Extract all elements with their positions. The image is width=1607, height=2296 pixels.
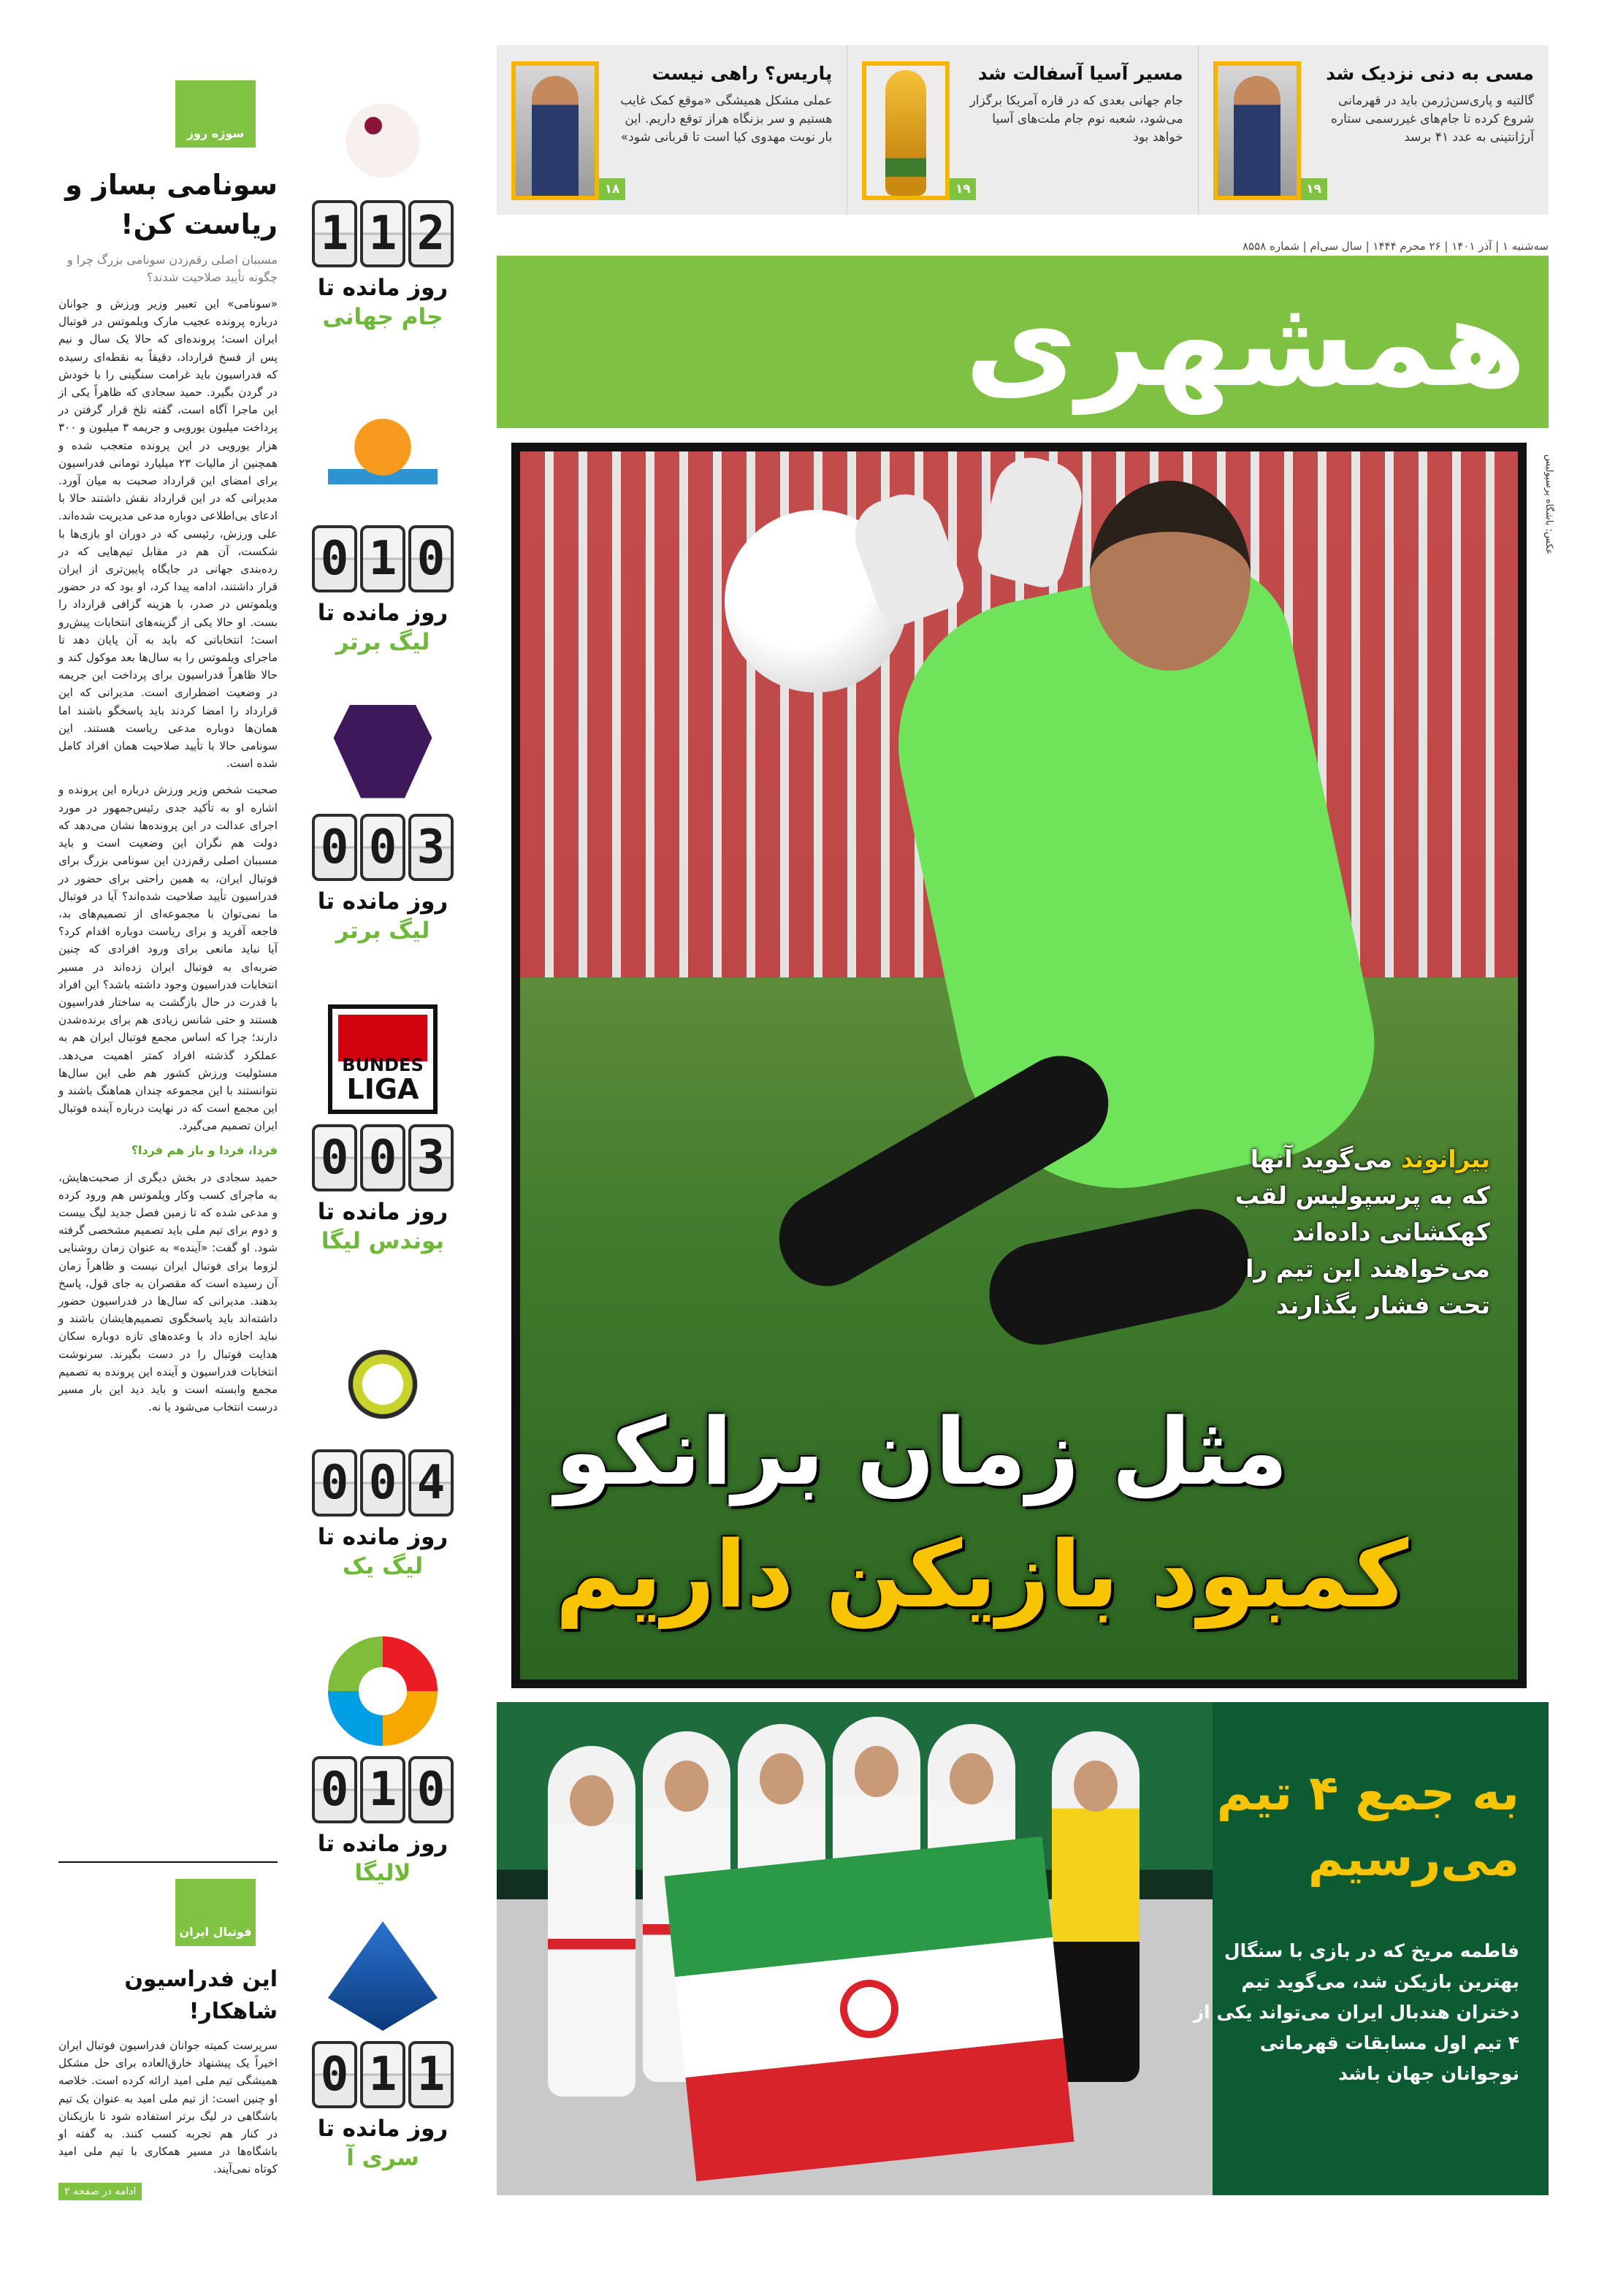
article-body: سرپرست کمیته جوانان فدراسیون فوتبال ایران اخیراً یک پیشنهاد خارق‌العاده برای حل مشکل همیشگی تیم ملی امید ارائه کرده است. خلاصه او چنین است: از تیم ملی امید به عنوان یک تیم باشگاهی در لیگ برتر استفاده شود تا بازیکنان در کنار هم تجربه کسب کنند. به گفته او باشگاه‌ها در مسیر همکاری با تیم ملی امید کوتاه نمی‌آیند. [58, 2039, 278, 2176]
countdown-league: سری آ [346, 2145, 419, 2171]
coach-figure-icon [532, 76, 579, 196]
sub-story-text: فاطمه مریخ که در بازی با سنگال بهترین بازیکن شد، می‌گوید تیم دختران هندبال ایران می‌تواند یکی از ۴ تیم اول مسابقات قهرمانی نوجوانان جهان باشد [1193, 1940, 1519, 2084]
iran-flag-icon [664, 1837, 1074, 2181]
player-figure [548, 1746, 635, 2097]
countdown-digits [307, 1449, 459, 1517]
article-tsunami[interactable] [58, 80, 278, 1416]
digit: 0 [312, 814, 357, 881]
digit: 1 [360, 1756, 405, 1823]
teaser-photo [862, 61, 950, 200]
article-body: «سونامی» این تعبیر وزیر ورزش و جوانان درباره پرونده عجیب مارک ویلموتس در فوتبال ایران است؛ پرونده‌ای که حالا یک سال و نیم پس از فسخ قرارداد، دقیقاً به نقطه‌ای رسیده که فدراسیون باید غرامت سنگینی را با خودش در گردن بگیرد. حمید سجادی که ظاهراً یکی از این ماجرا آگاه است، گفته تلخ قرار گرفتن در پرداخت میلیون یورویی و جریمه ۳ میلیون و ۳۰۰ هزار یورویی در این پرونده متعجب شده و همچنین از مالیات ۲۳ میلیارد تومانی فدراسیون برای امضای این قرارداد صحبت به میان آورد. مدیرانی که در این قرارداد نقش داشتند حالا با ادعای بی‌اطلاعی دوباره مدعی مدیریت شده‌اند. علی ورزش، رئیسی که در دوران او بازی‌ها با شکست، آن هم در مقابل تیم‌هایی که در رده‌بندی جهانی در جایگاه پایین‌تری از ایران قرار داشتند، ادامه پیدا کرد، او بود که در حضور ویلموتس در صدر، با هزینه گزافی قرارداد را بست. او حالا یکی از گزینه‌های انتخابات پیش‌رو است؛ انتخاباتی که باید به آن پایان دهد تا ماجرای ویلموتس را به سال‌ها بعد موکول کند و حالا ظاهراً فدراسیون برای پرداخت این جریمه در وضعیت اضطراری است. مدیرانی که این قرارداد را امضا کردند باید پاسخگو باشند اما همان‌ها دوباره مدعی ریاست هستند. این سونامی حالا با تأیید صلاحیت همان افراد کامل شده است. [58, 297, 278, 771]
countdown-label: روز مانده تا [317, 1524, 448, 1550]
digit: 4 [408, 1449, 454, 1517]
hero-story[interactable] [497, 428, 1554, 1688]
countdown-label: روز مانده تا [317, 275, 448, 301]
countdown-serie-a [307, 1921, 459, 2173]
countdown-league: بوندس لیگا [321, 1228, 445, 1254]
teaser-text: عملی مشکل همیشگی «موقع کمک غایب هستیم و سر بزنگاه هراز توقع داریم. این بار نوبت مهدوی کیا است تا قربانی شود» [620, 94, 833, 145]
countdown-digits [307, 1756, 459, 1823]
teaser-title: مسیر آسیا آسفالت شد [977, 63, 1183, 84]
digit: 1 [408, 2041, 454, 2108]
countdown-label: روز مانده تا [317, 1199, 448, 1225]
teaser-text: گالتیه و پاری‌سن‌ژرمن باید در قهرمانی شروع کرده تا جام‌های غیررسمی ستاره آرژانتینی به عدد ۴۱ برسد [1330, 94, 1534, 145]
premier-league-lion-icon [328, 694, 438, 804]
countdown-digits [307, 2041, 459, 2108]
player-face [1074, 1761, 1118, 1812]
deck-line: می‌خواهند این تیم را [1245, 1254, 1490, 1283]
divider [58, 1861, 278, 1863]
digit: 0 [360, 1449, 405, 1517]
countdown-league: جام جهانی [322, 304, 443, 330]
countdown-world-cup [307, 80, 459, 332]
section-tag: فوتبال ایران [175, 1879, 256, 1946]
team-photo [497, 1702, 1213, 2195]
keeper-figure [1052, 1731, 1140, 2082]
player-face [760, 1753, 804, 1804]
article-title: این فدراسیون شاهکار! [124, 1967, 278, 2024]
countdown-league: لیگ یک [342, 1553, 424, 1579]
digit: 0 [312, 2041, 357, 2108]
brand-name-a: همشهری [964, 271, 1527, 414]
player-face [665, 1761, 709, 1812]
countdown-label: روز مانده تا [317, 888, 448, 915]
digit: 1 [360, 200, 405, 267]
teaser-photo [1213, 61, 1301, 200]
countdown-league: لیگ برتر [335, 629, 430, 655]
deck-line-text: می‌گوید آنها [1250, 1145, 1393, 1173]
continue-link[interactable]: ادامه در صفحه ۲ [58, 2183, 142, 2200]
player-face [570, 1775, 614, 1826]
digit: 3 [408, 814, 454, 881]
bundesliga-wordmark [332, 1056, 433, 1104]
countdown-label: روز مانده تا [317, 1831, 448, 1857]
ligue1-icon [328, 1330, 438, 1439]
goalkeeper-head [1090, 481, 1251, 671]
deck-line: که به پرسپولیس لقب [1234, 1181, 1490, 1210]
player-face [855, 1746, 898, 1797]
teaser-body [1313, 61, 1534, 202]
countdown-label: روز مانده تا [317, 600, 448, 626]
teaser-strip [497, 45, 1549, 215]
article-intertitle: فردا، فردا و باز هم فردا؟ [131, 1143, 278, 1157]
wordmark-line: BUNDES [342, 1055, 424, 1075]
deck-line: تحت فشار بگذارند [1275, 1291, 1490, 1319]
page-badge: ۱۹ [950, 178, 976, 200]
persian-gulf-league-icon [328, 405, 438, 515]
flag-emblem-icon [837, 1977, 901, 2041]
teaser-title: مسی به دنی نزدیک شد [1326, 63, 1534, 84]
countdown-digits [307, 200, 459, 267]
issue-dateline: سه‌شنبه ۱ | آذر ۱۴۰۱ | ۲۶ محرم ۱۴۴۴ | سال سی‌ام | شماره ۸۵۵۸ [1242, 240, 1549, 253]
digit: 2 [408, 200, 454, 267]
article-subtitle: مسببان اصلی رقم‌زدن سونامی بزرگ چرا و چگونه تأیید صلاحیت شدند؟ [66, 253, 278, 284]
hero-deck [1213, 1141, 1490, 1324]
digit: 0 [408, 525, 454, 592]
countdown-persian-gulf [307, 405, 459, 657]
teaser-text: جام جهانی بعدی که در قاره آمریکا برگزار می‌شود، شعبه نوم جام ملت‌های آسیا خواهد بود [969, 94, 1183, 145]
bundesliga-icon [328, 1004, 438, 1114]
player-figure-icon [1234, 76, 1280, 196]
wordmark-line: LIGA [346, 1073, 419, 1105]
countdown-premier-league [307, 694, 459, 945]
digit: 0 [312, 525, 357, 592]
digit: 0 [360, 814, 405, 881]
countdown-digits [307, 525, 459, 592]
countdown-league: لیگ برتر [335, 918, 430, 944]
countdown-league: لالیگا [354, 1860, 411, 1886]
digit: 0 [312, 1449, 357, 1517]
teaser-asia[interactable] [847, 45, 1197, 215]
masthead [497, 256, 1549, 428]
serie-a-icon [328, 1921, 438, 2031]
sub-story-title [1213, 1761, 1519, 1892]
teaser-title: پاریس؟ راهی نیست [652, 63, 833, 84]
page-badge: ۱۹ [1301, 178, 1327, 200]
digit: 0 [312, 1756, 357, 1823]
countdown-label: روز مانده تا [317, 2116, 448, 2142]
teaser-messi[interactable] [1198, 45, 1549, 215]
article-body: حمید سجادی در بخش دیگری از صحبت‌هایش، به ماجرای کسب وکار ویلموتس هم ورود کرده و مدعی شده که تا زمین فصل جدید لیگ بیست و دوم برای تیم ملی باید تصمیم مشخصی گرفته شود. او گفت: «آینده» به عنوان زمان روشنایی لزوما برای فوتبال ایران نیست و ظاهراً زمان آن رسیده است که مقصران به جای قول، پاسخ بدهند. مدیرانی که سال‌ها در فدراسیون حضور داشته‌اند باید پاسخگوی تصمیم‌هایشان باشند و نباید اجازه داد با وعده‌های تازه دوباره سکان هدایت فوتبال را در دست بگیرند. سرنوشت انتخابات فدراسیون و آینده این پرونده به تصمیم مجمع وابسته است و باید دید این بار مسیر درست انتخاب می‌شود یا نه. [58, 1170, 278, 1414]
left-column [58, 80, 278, 2197]
sub-story-handball[interactable] [497, 1702, 1549, 2195]
teaser-photo [511, 61, 599, 200]
section-tag: سوژه روز [175, 80, 256, 148]
countdown-ligue1 [307, 1330, 459, 1581]
teaser-body [961, 61, 1183, 202]
digit: 0 [360, 1124, 405, 1191]
laliga-icon [328, 1636, 438, 1746]
world-cup-mascot-icon [328, 80, 438, 190]
countdown-digits [307, 1124, 459, 1191]
deck-highlight: بیرانوند [1400, 1145, 1490, 1173]
headline-line-2: کمبود بازیکن داریم [555, 1521, 1409, 1628]
article-body: صحبت شخص وزیر ورزش درباره این پرونده و اشاره او به تأکید جدی رئیس‌جمهور در مورد اجرای عدالت در این پرونده‌ها نشان می‌دهد که دولت هم نگران این وضعیت است و باید مسببان اصلی رقم‌زدن این سونامی بزرگ برای فوتبال ایران، به همین راحتی برای حضور در فدراسیون تأیید صلاحیت شده‌اند؟ آیا در فوتبال ما نمی‌توان با مجموعه‌ای از تصمیم‌های بد، فاجعه آفرید و برای ریاست دوباره اقدام کرد؟ آیا نباید مانعی برای ورود افرادی که چنین ضربه‌ای به فوتبال ایران زده‌اند در مسیر انتخابات فدراسیون وجود داشته باشد؟ این افراد با قدرت در حال بازگشت به ساختار فدراسیون هستند و حتی شانس زیادی هم برای برنده‌شدن دارند؛ چرا که اساس مجمع فوتبال ایران هم به عملکرد گذشته افراد کمتر اهمیت می‌دهد. مسئولیت ورزش کشور هم طی این سال‌ها نتوانستند با این مجموعه چندان هماهنگ باشند و این مجمع است که در نهایت درباره آینده فوتبال ایران تصمیم می‌گیرد. [58, 783, 278, 1133]
teaser-paris[interactable] [497, 45, 847, 215]
article-title: سونامی بساز و ریاست کن! [65, 169, 278, 240]
digit: 3 [408, 1124, 454, 1191]
countdown-bundesliga [307, 1004, 459, 1256]
deck-line: کهکشانی داده‌اند [1292, 1218, 1490, 1246]
digit: 1 [360, 525, 405, 592]
headline-line-1: مثل زمان برانکو [555, 1398, 1289, 1506]
digit: 1 [360, 2041, 405, 2108]
digit: 1 [312, 200, 357, 267]
sub-title-line: به جمع ۴ تیم [1216, 1765, 1519, 1821]
page-badge: ۱۸ [599, 178, 625, 200]
digit: 0 [312, 1124, 357, 1191]
league-countdown [307, 80, 459, 2199]
article-federation[interactable] [58, 1848, 278, 2200]
player-face [950, 1753, 993, 1804]
teaser-body [611, 61, 832, 202]
digit: 0 [408, 1756, 454, 1823]
countdown-laliga [307, 1636, 459, 1888]
photo-credit: عکس: باشگاه پرسپولیس [1542, 450, 1556, 559]
hero-headline [555, 1391, 1505, 1636]
sub-title-line: می‌رسیم [1308, 1831, 1519, 1887]
countdown-digits [307, 814, 459, 881]
deck-line [1213, 1141, 1490, 1178]
world-cup-trophy-icon [885, 70, 926, 196]
